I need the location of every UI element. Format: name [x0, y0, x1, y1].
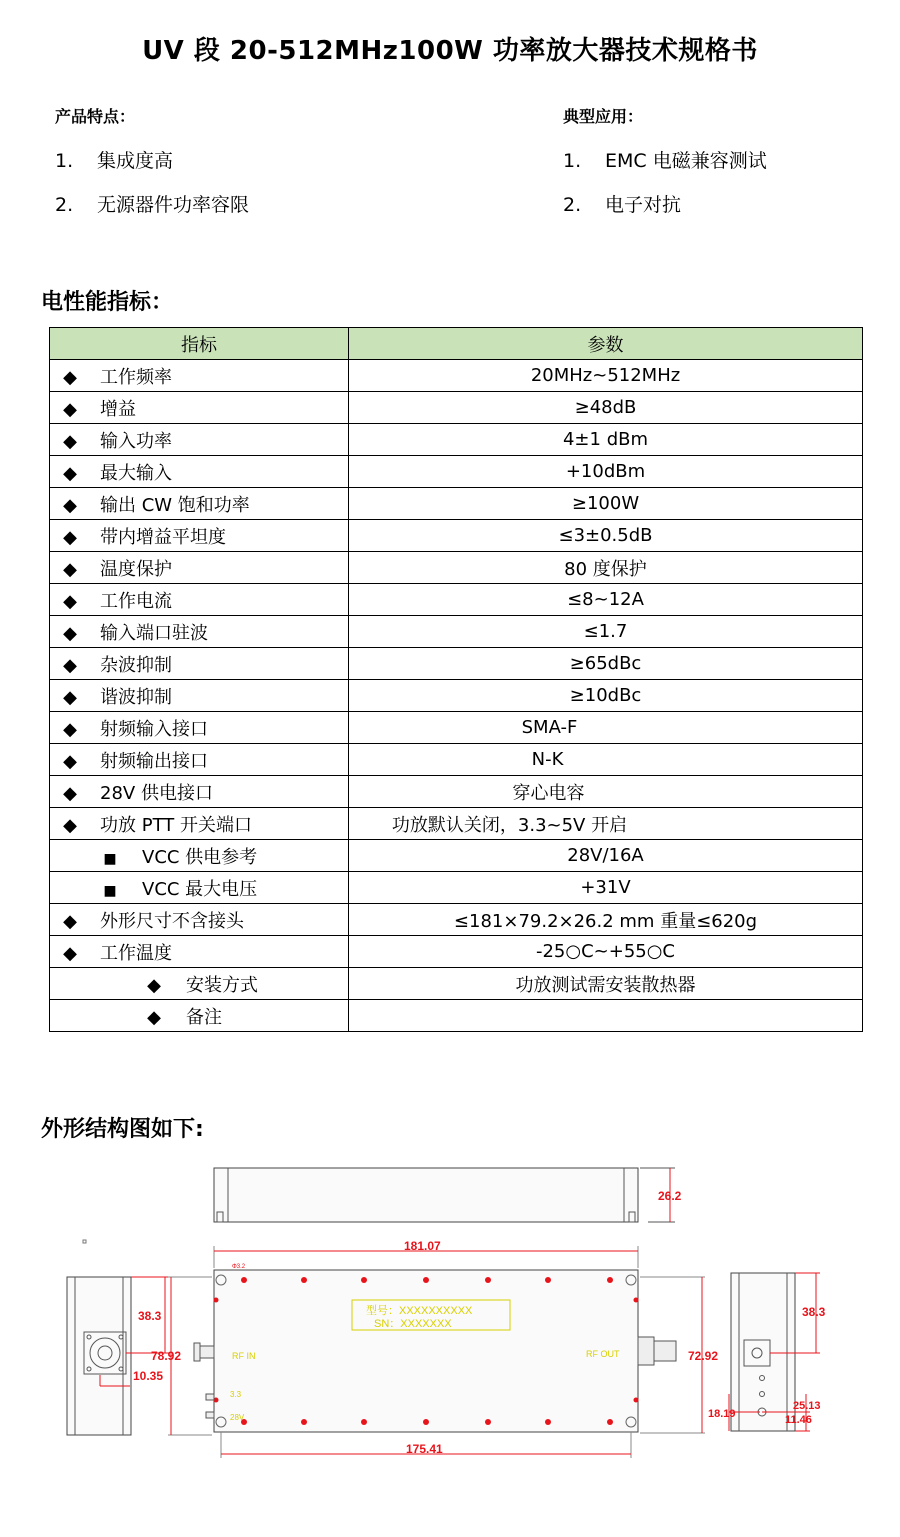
- dim-side-left-off: 10.35: [133, 1369, 164, 1383]
- row-value: ≥10dBc: [349, 680, 863, 712]
- outline-heading: 外形结构图如下:: [41, 1117, 204, 1142]
- outline-drawing: [0, 1150, 900, 1470]
- dim-hole: Φ3.2: [232, 1264, 246, 1270]
- row-label: 外形尺寸不含接头: [100, 910, 244, 932]
- diamond-bullet-icon: ◆: [63, 462, 77, 484]
- diamond-bullet-icon: ◆: [147, 1006, 161, 1028]
- table-row: [50, 648, 863, 680]
- row-label: 射频输入接口: [100, 718, 208, 740]
- dim-side-right-b: 11.46: [785, 1414, 812, 1426]
- row-label: 28V 供电接口: [100, 782, 213, 804]
- row-value-text: SMA-F: [521, 717, 578, 738]
- features-heading: 产品特点：: [55, 107, 136, 126]
- row-label: VCC 最大电压: [142, 878, 258, 900]
- row-value-text: 功放默认关闭，3.3~5V 开启: [391, 814, 628, 836]
- row-value: ≤3±0.5dB: [349, 520, 863, 552]
- diamond-bullet-icon: ◆: [63, 654, 77, 676]
- application-item-2: [563, 190, 681, 217]
- row-label: 功放 PTT 开关端口: [100, 814, 252, 836]
- row-value: [349, 712, 863, 744]
- table-row: [50, 488, 863, 520]
- diamond-bullet-icon: ◆: [63, 366, 77, 388]
- table-row: [50, 520, 863, 552]
- table-row: [50, 680, 863, 712]
- row-label: 工作电流: [100, 590, 172, 612]
- diamond-bullet-icon: ◆: [147, 974, 161, 996]
- electrical-heading: 电性能指标：: [41, 290, 174, 315]
- row-label: 最大输入: [100, 462, 172, 484]
- table-row: [50, 552, 863, 584]
- diamond-bullet-icon: ◆: [63, 782, 77, 804]
- table-row: [50, 744, 863, 776]
- row-value-text: N-K: [531, 749, 564, 770]
- row-value: +31V: [349, 872, 863, 904]
- row-value: -25○C~+55○C: [349, 936, 863, 968]
- row-label: 输出 CW 饱和功率: [100, 494, 250, 516]
- application-text: EMC 电磁兼容测试: [605, 150, 767, 172]
- diamond-bullet-icon: ◆: [63, 718, 77, 740]
- diamond-bullet-icon: ◆: [63, 942, 77, 964]
- application-num: 2.: [563, 194, 582, 216]
- label-rf-out: RF OUT: [586, 1349, 620, 1359]
- row-value: +10dBm: [349, 456, 863, 488]
- table-row: [50, 424, 863, 456]
- diamond-bullet-icon: ◆: [63, 526, 77, 548]
- table-row: [50, 616, 863, 648]
- table-row: [50, 1000, 863, 1032]
- row-label: 输入功率: [100, 430, 172, 452]
- diamond-bullet-icon: ◆: [63, 558, 77, 580]
- diamond-bullet-icon: ◆: [63, 430, 77, 452]
- dim-width-left: 78.92: [151, 1349, 182, 1363]
- feature-num: 1.: [55, 150, 74, 172]
- dim-side-right-c: 18.19: [708, 1408, 736, 1420]
- square-bullet-icon: ■: [103, 850, 117, 867]
- row-value: 功放测试需安装散热器: [349, 968, 863, 1000]
- row-value: ≤8~12A: [349, 584, 863, 616]
- row-label: 安装方式: [186, 974, 258, 996]
- row-value: [349, 808, 863, 840]
- row-value: [349, 1000, 863, 1032]
- diamond-bullet-icon: ◆: [63, 750, 77, 772]
- row-value: ≤1.7: [349, 616, 863, 648]
- table-row: [50, 968, 863, 1000]
- applications-heading: 典型应用：: [563, 107, 644, 126]
- row-value-text: 穿心电容: [512, 782, 585, 804]
- dim-side-left-h: 38.3: [138, 1309, 162, 1323]
- table-row: [50, 392, 863, 424]
- row-label: 杂波抑制: [100, 654, 172, 676]
- dim-width-right: 72.92: [688, 1349, 719, 1363]
- row-value: ≥100W: [349, 488, 863, 520]
- row-value: ≥48dB: [349, 392, 863, 424]
- application-text: 电子对抗: [605, 194, 682, 216]
- table-row: [50, 776, 863, 808]
- row-label: VCC 供电参考: [142, 846, 258, 868]
- row-label: 温度保护: [100, 558, 172, 580]
- row-value: 80 度保护: [349, 552, 863, 584]
- dim-side-right-h: 38.3: [802, 1305, 826, 1319]
- feature-num: 2.: [55, 194, 74, 216]
- diamond-bullet-icon: ◆: [63, 686, 77, 708]
- row-value: 28V/16A: [349, 840, 863, 872]
- row-value: ≥65dBc: [349, 648, 863, 680]
- col-header-index: 指标: [50, 328, 349, 360]
- row-value: 20MHz~512MHz: [349, 360, 863, 392]
- table-row: [50, 904, 863, 936]
- application-num: 1.: [563, 150, 582, 172]
- feature-text: 无源器件功率容限: [97, 194, 250, 216]
- row-value: [349, 776, 863, 808]
- feature-item-1: [55, 146, 173, 173]
- table-row: [50, 840, 863, 872]
- feature-text: 集成度高: [97, 150, 174, 172]
- feature-item-2: [55, 190, 249, 217]
- square-bullet-icon: ■: [103, 882, 117, 899]
- row-label: 增益: [100, 398, 136, 420]
- label-ptt: 3.3: [230, 1390, 242, 1399]
- dim-height: 26.2: [658, 1189, 682, 1203]
- application-item-1: [563, 146, 767, 173]
- dim-side-right-a: 25.13: [793, 1400, 821, 1412]
- table-row: [50, 712, 863, 744]
- dim-length-top: 181.07: [404, 1239, 441, 1253]
- label-sn: SN：XXXXXXX: [374, 1318, 452, 1330]
- diamond-bullet-icon: ◆: [63, 398, 77, 420]
- row-label: 带内增益平坦度: [100, 526, 226, 548]
- label-model: 型号：XXXXXXXXXX: [366, 1305, 473, 1317]
- table-header-row: [50, 328, 863, 360]
- spec-table: [49, 327, 863, 1032]
- row-label: 备注: [186, 1006, 222, 1028]
- row-label: 输入端口驻波: [100, 622, 208, 644]
- diamond-bullet-icon: ◆: [63, 494, 77, 516]
- table-row: [50, 808, 863, 840]
- table-row: [50, 872, 863, 904]
- row-value: [349, 744, 863, 776]
- diamond-bullet-icon: ◆: [63, 590, 77, 612]
- row-label: 工作频率: [100, 366, 172, 388]
- row-value: ≤181×79.2×26.2 mm 重量≤620g: [349, 904, 863, 936]
- row-label: 谐波抑制: [100, 686, 172, 708]
- label-28v: 28V: [230, 1413, 245, 1422]
- table-row: [50, 584, 863, 616]
- row-label: 工作温度: [100, 942, 172, 964]
- label-rf-in: RF IN: [232, 1351, 256, 1361]
- diamond-bullet-icon: ◆: [63, 622, 77, 644]
- table-row: [50, 936, 863, 968]
- col-header-param: 参数: [349, 328, 863, 360]
- row-label: 射频输出接口: [100, 750, 208, 772]
- dim-length-bottom: 175.41: [406, 1442, 443, 1456]
- table-row: [50, 456, 863, 488]
- page-title: UV 段 20-512MHz100W 功率放大器技术规格书: [142, 36, 758, 66]
- diamond-bullet-icon: ◆: [63, 814, 77, 836]
- table-row: [50, 360, 863, 392]
- diamond-bullet-icon: ◆: [63, 910, 77, 932]
- row-value: 4±1 dBm: [349, 424, 863, 456]
